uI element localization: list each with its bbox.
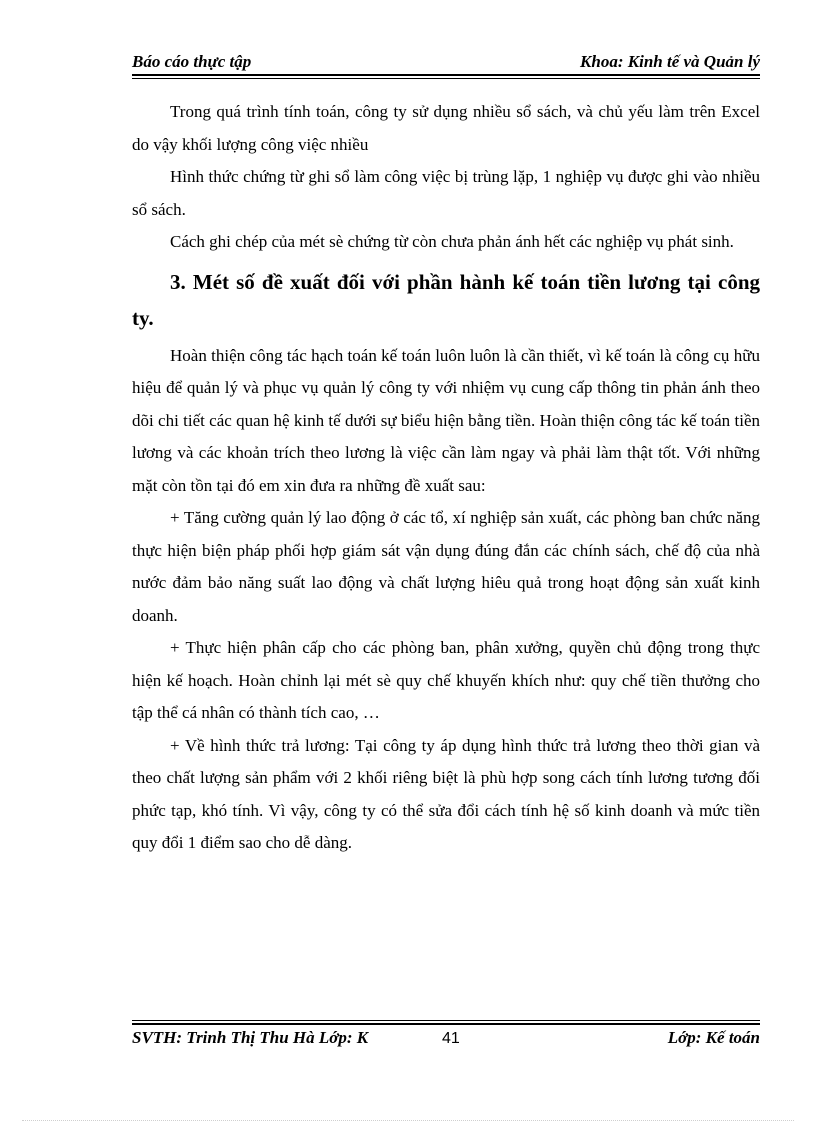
paragraph: + Thực hiện phân cấp cho các phòng ban, phân xưởng, quyền chủ động trong thực hiện kế hoạch. Hoàn chỉnh lại mét sè quy chế khuyến khích như: quy chế tiền thưởng cho tập thể cá nhân có thành tích cao, …: [132, 638, 760, 722]
page-number: 41: [442, 1030, 460, 1047]
page-bottom-border: [22, 1120, 794, 1121]
header-report-title: Báo cáo thực tập: [132, 52, 252, 71]
header-rule-thick: [132, 74, 760, 76]
header-rule-thin: [132, 78, 760, 79]
paragraph: + Về hình thức trả lương: Tại công ty áp dụng hình thức trả lương theo thời gian và theo chất lượng sản phẩm với 2 khối riêng biệt là phù hợp song cách tính lương tương đối phức tạp, khó tính. Vì vậy, công ty có thể sửa đổi cách tính hệ số kinh doanh và mức tiền quy đổi 1 điểm sao cho dễ dàng.: [132, 735, 760, 852]
footer-class: Lớp: Kế toán: [667, 1028, 760, 1047]
paragraph: Cách ghi chép của mét sè chứng từ còn chưa phản ánh hết các nghiệp vụ phát sinh.: [170, 232, 734, 251]
section-heading: 3. Mét số đề xuất đối với phần hành kế toán tiền lương tại công ty.: [132, 269, 760, 330]
footer-rule-thick: [132, 1023, 760, 1025]
header-faculty: Khoa: Kinh tế và Quản lý: [580, 52, 760, 71]
footer-student: SVTH: Trinh Thị Thu Hà Lớp: K: [132, 1028, 369, 1047]
footer-rule-thin: [132, 1020, 760, 1021]
paragraph: Hình thức chứng từ ghi sổ làm công việc bị trùng lặp, 1 nghiệp vụ được ghi vào nhiều sổ sách.: [132, 167, 760, 219]
document-body: [132, 96, 760, 860]
paragraph: Trong quá trình tính toán, công ty sử dụng nhiều sổ sách, và chủ yếu làm trên Excel do vậy khối lượng công việc nhiều: [132, 102, 760, 154]
paragraph: Hoàn thiện công tác hạch toán kế toán luôn luôn là cần thiết, vì kế toán là công cụ hữu hiệu để quản lý và phục vụ quản lý công ty với nhiệm vụ cung cấp thông tin phản ánh theo dõi chi tiết các quan hệ kinh tế dưới sự biểu hiện bằng tiền. Hoàn thiện công tác kế toán tiền lương và các khoản trích theo lương là việc cần làm ngay và phải làm thật tốt. Với những mặt còn tồn tại đó em xin đưa ra những đề xuất sau:: [132, 345, 760, 495]
paragraph: + Tăng cường quản lý lao động ở các tổ, xí nghiệp sản xuất, các phòng ban chức năng thực hiện biện pháp phối hợp giám sát vận dụng đúng đắn các chính sách, chế độ của nhà nước đảm bảo năng suất lao động và chất lượng hiêu quả trong hoạt động sản xuất kinh doanh.: [132, 508, 760, 625]
